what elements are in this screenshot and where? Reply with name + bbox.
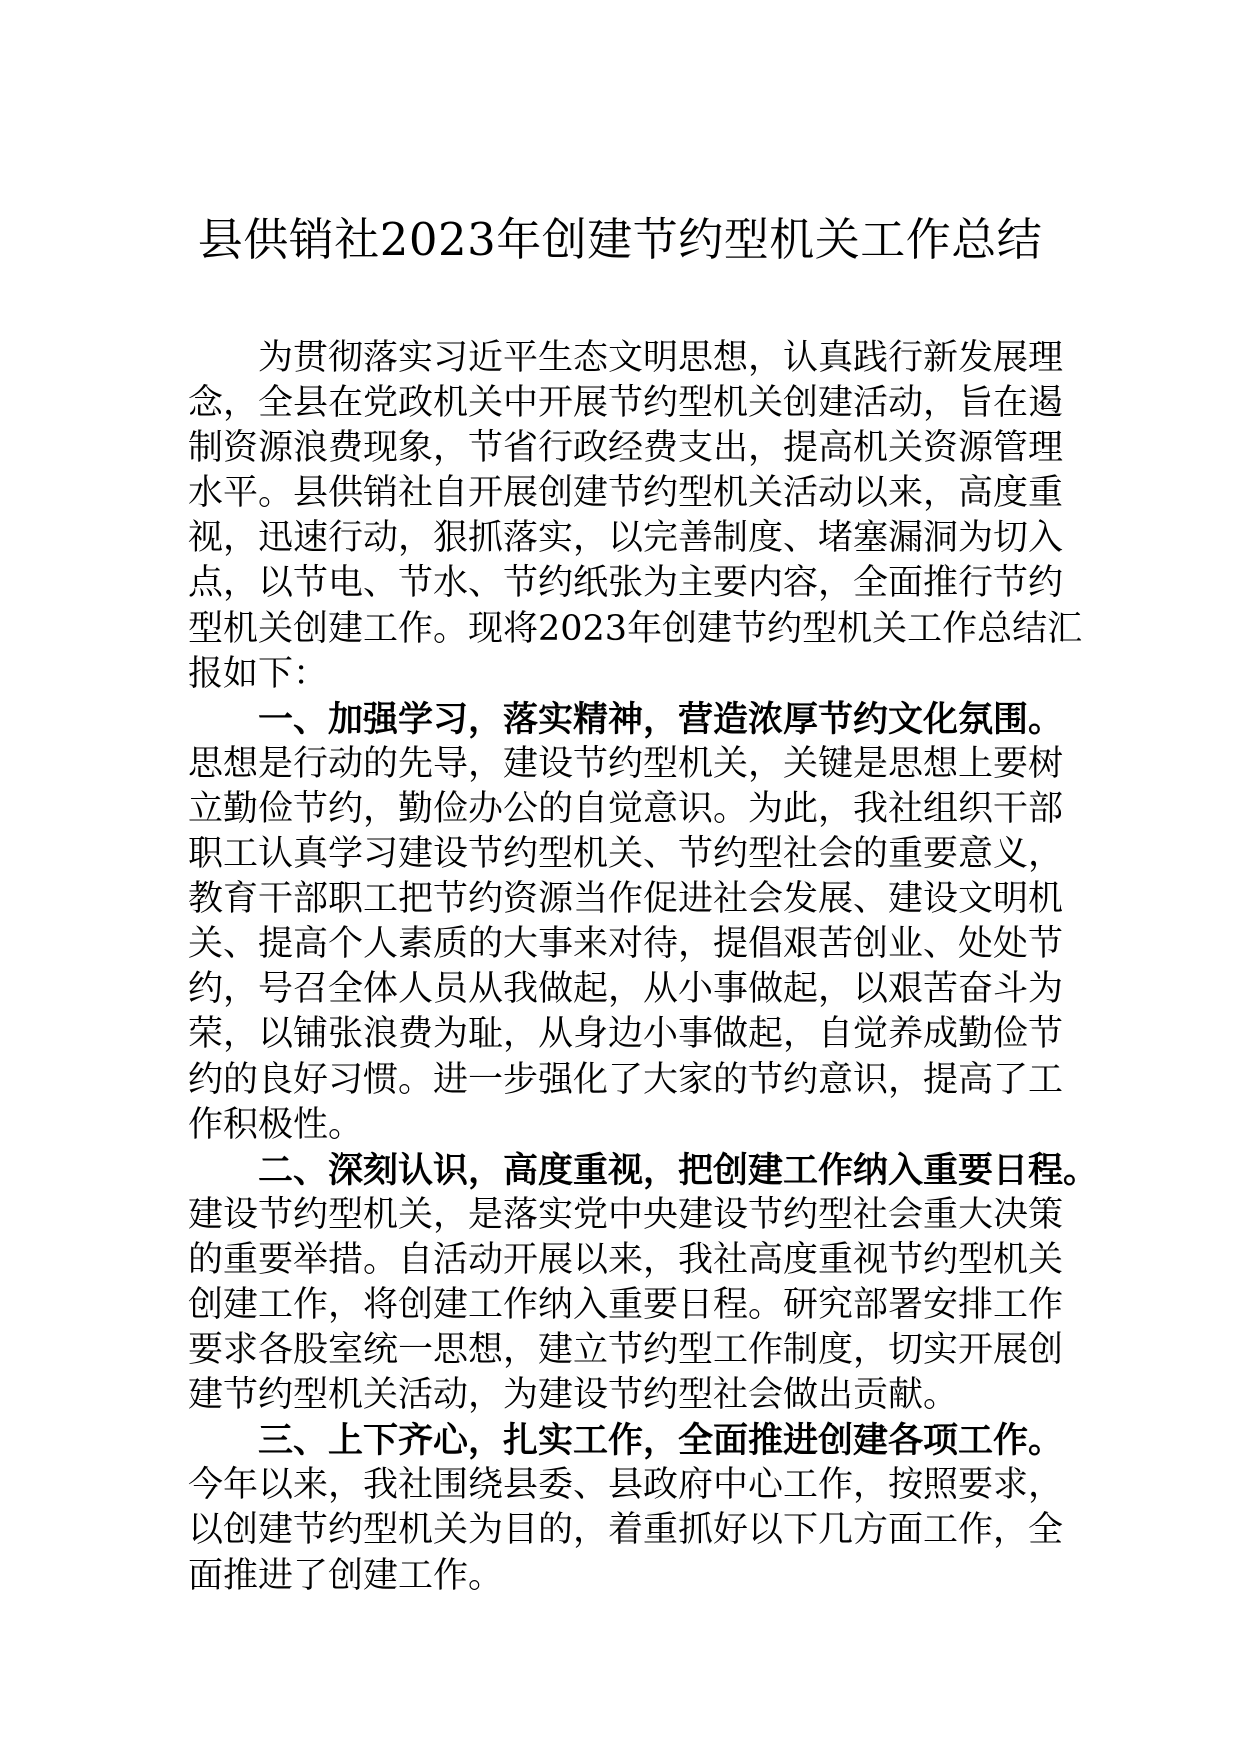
paragraph-line: 约，号召全体人员从我做起，从小事做起，以艰苦奋斗为: [188, 969, 1064, 1010]
paragraph-line: 制资源浪费现象，节省行政经费支出，提高机关资源管理: [188, 428, 1064, 469]
paragraph-line: 水平。县供销社自开展创建节约型机关活动以来，高度重: [188, 473, 1064, 514]
paragraph-line: 职工认真学习建设节约型机关、节约型社会的重要意义，: [188, 834, 1064, 875]
paragraph-line: 建设节约型机关，是落实党中央建设节约型社会重大决策: [188, 1194, 1064, 1235]
paragraph-line: 以创建节约型机关为目的，着重抓好以下几方面工作，全: [188, 1510, 1064, 1551]
paragraph-line: 建节约型机关活动，为建设节约型社会做出贡献。: [188, 1375, 959, 1416]
paragraph-line: 点，以节电、节水、节约纸张为主要内容，全面推行节约: [188, 563, 1064, 604]
document-body: [188, 336, 1099, 1599]
paragraph-line: 今年以来，我社围绕县委、县政府中心工作，按照要求，: [188, 1465, 1064, 1506]
paragraph-line: 约的良好习惯。进一步强化了大家的节约意识，提高了工: [188, 1059, 1064, 1100]
paragraph-line: 型机关创建工作。现将2023年创建节约型机关工作总结汇: [188, 608, 1083, 649]
paragraph-line: 作积极性。: [188, 1104, 364, 1145]
document-title: 县供销社2023年创建节约型机关工作总结: [197, 213, 1043, 266]
paragraph-line: 关、提高个人素质的大事来对待，提倡艰苦创业、处处节: [188, 924, 1064, 965]
paragraph-line: 面推进了创建工作。: [188, 1555, 504, 1596]
paragraph-line: 报如下：: [188, 653, 329, 694]
paragraph-line: 立勤俭节约，勤俭办公的自觉意识。为此，我社组织干部: [188, 788, 1064, 829]
paragraph-line: 视，迅速行动，狠抓落实，以完善制度、堵塞漏洞为切入: [188, 518, 1064, 559]
paragraph-line: 为贯彻落实习近平生态文明思想，认真践行新发展理: [258, 338, 1064, 378]
paragraph-line: 荣，以铺张浪费为耻，从身边小事做起，自觉养成勤俭节: [188, 1014, 1064, 1055]
paragraph-line: 念，全县在党政机关中开展节约型机关创建活动，旨在遏: [188, 383, 1064, 424]
section-heading: 二、深刻认识，高度重视，把创建工作纳入重要日程。: [258, 1149, 1099, 1191]
section-heading: 一、加强学习，落实精神，营造浓厚节约文化氛围。: [258, 698, 1064, 740]
paragraph-line: 思想是行动的先导，建设节约型机关，关键是思想上要树: [188, 743, 1064, 784]
paragraph-line: 创建工作，将创建工作纳入重要日程。研究部署安排工作: [188, 1284, 1064, 1325]
paragraph-line: 的重要举措。自活动开展以来，我社高度重视节约型机关: [188, 1239, 1064, 1280]
section-heading: 三、上下齐心，扎实工作，全面推进创建各项工作。: [258, 1420, 1064, 1462]
paragraph-line: 教育干部职工把节约资源当作促进社会发展、建设文明机: [188, 879, 1064, 920]
paragraph-line: 要求各股室统一思想，建立节约型工作制度，切实开展创: [188, 1330, 1064, 1371]
